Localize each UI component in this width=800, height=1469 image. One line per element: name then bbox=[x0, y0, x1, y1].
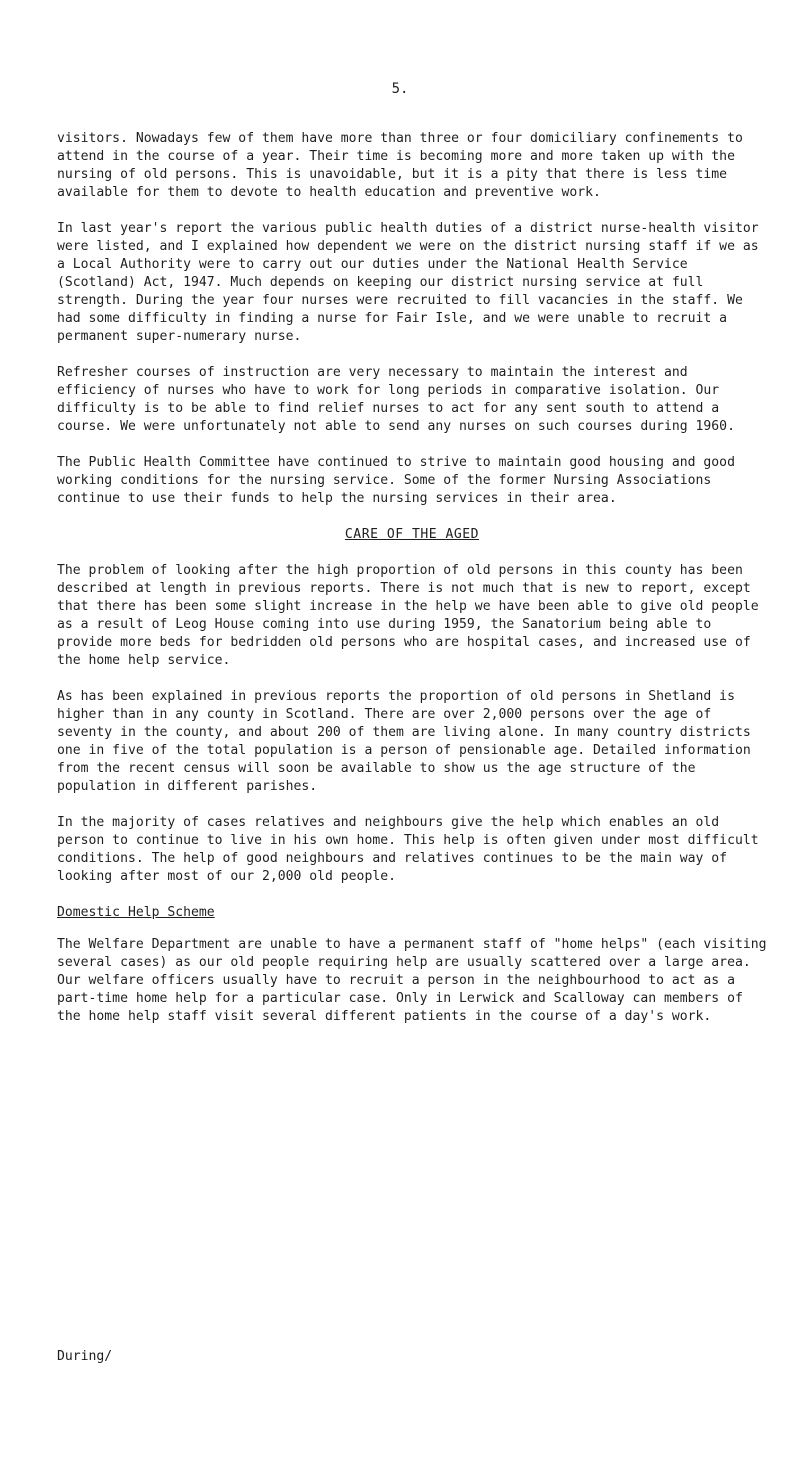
paragraph: In last year's report the various public health duties of a district nurse-health visitor were listed, and I explained how dependent we were on the district nursing staff if we as a Local Authority were to carry out our duties under the National Health Service (Scotland) Act, 1947. Much depends on keeping our district nursing service at full strength. During the year four nurses were recruited to fill vacancies in the staff. We had some difficulty in finding a nurse for Fair Isle, and we were unable to recruit a permanent super-numerary nurse. bbox=[57, 221, 767, 344]
section-heading-care-of-the-aged: CARE OF THE AGED bbox=[344, 527, 480, 542]
paragraph: The Public Health Committee have continued to strive to maintain good housing and good working conditions for the nursing service. Some of the former Nursing Associations continue to use their funds to help the nursing services in their area. bbox=[57, 455, 743, 506]
page-number: 5. bbox=[391, 81, 409, 97]
paragraph: visitors. Nowadays few of them have more than three or four domiciliary confinements to attend in the course of a year. Their time is becoming more and more taken up with the nursing of old persons. This is unavoidable, but it is a pity that there is less time available for them to devote to health education and preventive work. bbox=[57, 131, 751, 200]
catchword: During/ bbox=[57, 1349, 113, 1364]
paragraph: Refresher courses of instruction are very necessary to maintain the interest and efficiency of nurses who have to work for long periods in comparative isolation. Our difficulty is to be able to find relief nurses to act for any sent south to attend a course. We were unfortunately not able to send any nurses on such courses during 1960. bbox=[57, 365, 735, 434]
paragraph: The Welfare Department are unable to have a permanent staff of "home helps" (each visiting several cases) as our old people requiring help are usually scattered over a large area. Our welfare officers usually have to recruit a person in the neighbourhood to act as a part-time home help for a particular case. Only in Lerwick and Scalloway can members of the home help staff visit several different patients in the course of a day's work. bbox=[57, 937, 775, 1024]
paragraph: The problem of looking after the high proportion of old persons in this county has been described at length in previous reports. There is not much that is new to report, except that there has been some slight increase in the help we have been able to give old people as a result of Leog House coming into use during 1959, the Sanatorium being able to provide more beds for bedridden old persons who are hospital cases, and increased use of the home help service. bbox=[57, 563, 767, 668]
document-body bbox=[57, 130, 775, 1044]
section-heading-domestic-help: Domestic Help Scheme bbox=[57, 905, 215, 920]
paragraph: In the majority of cases relatives and neighbours give the help which enables an old person to continue to live in his own home. This help is often given under most difficult conditions. The help of good neighbours and relatives continues to be the main way of looking after most of our 2,000 old people. bbox=[57, 815, 767, 884]
paragraph: As has been explained in previous reports the proportion of old persons in Shetland is higher than in any county in Scotland. There are over 2,000 persons over the age of seventy in the county, and about 200 of them are living alone. In many country districts one in five of the total population is a person of pensionable age. Detailed information from the recent census will soon be available to show us the age structure of the population in different parishes. bbox=[57, 689, 759, 794]
